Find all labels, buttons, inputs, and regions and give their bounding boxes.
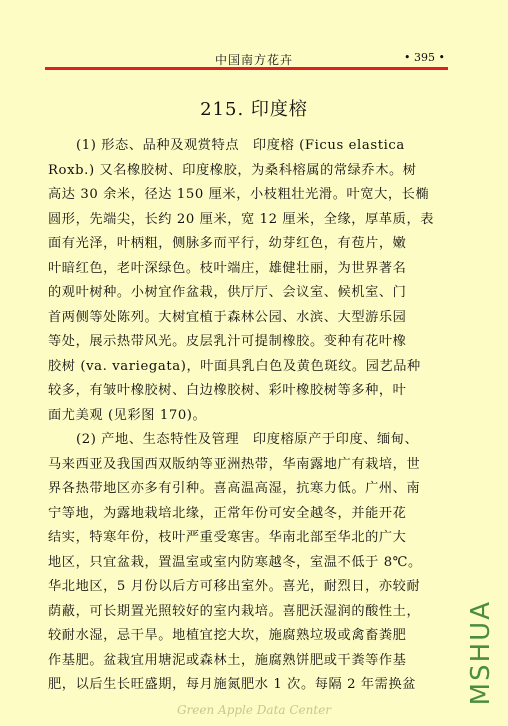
text-line: Roxb.) 又名橡胶树、印度橡胶，为桑科榕属的常绿乔木。树 xyxy=(48,162,417,178)
text-line: (1) 形态、品种及观赏特点 印度榕 (Ficus elastica xyxy=(76,138,405,153)
running-header xyxy=(45,48,445,68)
text-line: 作基肥。盆栽宜用塘泥或森林土，施腐熟饼肥或干粪等作基 xyxy=(48,652,407,668)
text-line: 面尤美观 (见彩图 170)。 xyxy=(48,407,207,423)
text-line: 结实，特寒年份，枝叶严重受寒害。华南北部至华北的广大 xyxy=(48,530,407,545)
text-line: 华北地区，5 月份以后方可移出室外。喜光，耐烈日，亦较耐 xyxy=(48,579,421,594)
text-line: 的观叶树种。小树宜作盆栽，供厅厅、会议室、候机室、门 xyxy=(48,285,407,300)
text-line: 等处，展示热带风光。皮层乳汁可提制橡胶。变种有花叶橡 xyxy=(48,334,407,349)
text-line: 宁等地，为露地栽培北缘，正常年份可安全越冬，并能开花 xyxy=(48,505,407,521)
text-line: 荫蔽，可长期置光照较好的室内栽培。喜肥沃湿润的酸性土， xyxy=(48,603,421,619)
body-text xyxy=(48,134,443,698)
text-line: 界各热带地区亦多有引种。喜高温高湿，抗寒力低。广州、南 xyxy=(48,481,421,496)
text-line: 圆形，先端尖，长约 20 厘米，宽 12 厘米，全缘，厚革质，表 xyxy=(48,211,435,227)
text-line: 地区，只宜盆栽，置温室或室内防寒越冬，室温不低于 8℃。 xyxy=(48,554,422,570)
text-line: 肥，以后生长旺盛期，每月施氮肥水 1 次。每隔 2 年需换盆 xyxy=(48,677,417,692)
header-rule xyxy=(45,67,448,70)
bottom-watermark: Green Apple Data Center xyxy=(176,703,332,717)
paragraph-2 xyxy=(48,428,443,698)
text-line: (2) 产地、生态特性及管理 印度榕原产于印度、缅甸、 xyxy=(76,432,419,447)
side-watermark: MSHUA xyxy=(466,600,496,706)
text-line: 较耐水湿，忌干旱。地植宜挖大坎，施腐熟垃圾或禽畜粪肥 xyxy=(48,628,407,643)
section-title: 215. 印度榕 xyxy=(200,99,308,120)
text-line: 高达 30 余米，径达 150 厘米，小枝粗壮光滑。叶宽大，长椭 xyxy=(48,187,430,202)
paragraph-1 xyxy=(48,134,443,428)
text-line: 胶树 (va. variegata)，叶面具乳白色及黄色斑纹。园艺品种 xyxy=(48,358,421,374)
text-line: 较多，有皱叶橡胶树、白边橡胶树、彩叶橡胶树等多种，叶 xyxy=(48,383,407,398)
text-line: 面有光泽，叶柄粗，侧脉多而平行，幼芽红色，有苞片，嫩 xyxy=(48,236,407,251)
text-line: 马来西亚及我国西双版纳等亚洲热带，华南露地广有栽培，世 xyxy=(48,456,421,472)
page-number: • 395 • xyxy=(404,51,445,64)
text-line: 叶暗红色，老叶深绿色。枝叶端庄，雄健壮丽，为世界著名 xyxy=(48,260,407,276)
text-line: 首两侧等处陈列。大树宜植于森林公园、水滨、大型游乐园 xyxy=(48,309,407,325)
book-title: 中国南方花卉 xyxy=(215,53,294,67)
